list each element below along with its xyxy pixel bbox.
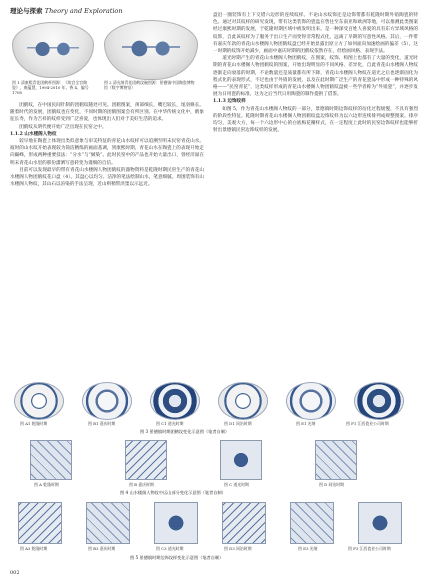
figure-1-caption: 图 1 清康熙青花团鹤杯图源：《故宫全宫陶瓷》，康蕴慧，1994-2010 年，香 4，编号 1708 [12,80,89,96]
fig3-dish-e1 [286,382,336,420]
right-column-text [213,12,418,134]
fig4-image-c [220,440,262,480]
fig4-caption-d: 图 D 同治时期 [319,482,345,487]
fig5-caption-e3: 图 E3 光绪 [298,546,318,551]
left-paragraph-3: 较早地在陶瓷上体现出类似意象与审美特征的青花山水纹样可以追溯至明末民窑青花山水。彼时的山水纹开始表现较为简洁精练的画面基调，到康熙时期，青花山水在陶瓷上的表现开始走向巅峰，形成两种重要技法：“分水”与“皴染”。此时民窑中的产品也开始大量出口，曾经洋溢在明末青花山水里的那份潇洒写意转变为谨细的自信。 [10,139,204,166]
fig3-caption-a1: 图 A1 乾隆时期 [20,421,48,426]
fig3-dish-c1 [150,382,200,420]
fig5-image-b3 [86,502,130,544]
fig5-caption-b3: 图 B3 嘉庆时期 [88,546,116,551]
fig3-dish-f1 [354,382,404,420]
fig4-caption-c: 图 C 道光时期 [224,482,249,487]
fig4-title: 图 4 山水楼阁人物纹中远山部分变化示意图（笔者自制） [120,490,226,495]
fig5-image-c3 [154,502,198,544]
fig5-image-e3 [290,502,334,544]
right-paragraph-2: 道光时期产生的青花山水楼阁人物团鹤纹，在图案、纹饰、构图上也都有了大量的变化，道光时期的青花山水楼阁人物团鹤纹的图案，开始出现明显的不同风格、差异化，自此青花山水楼阁人物纹逐渐走向衰落的时期，不论数量还是质量都有所下降，青花山水楼阁人物纹在道光之后也逐渐固化为程式化的表现形式，不过也由于外销的发展，以及在此时期广泛生产的青花瓷品中形成一种特殊的风格——“民窑青花”，这类纹样形成的青花山水楼阁人物团鹤纹盘被一些学者称为“外销瓷”，并逐步发展为日用瓷的标准，这为之后当代日用陶瓷的制作提供了借鉴。 [213,56,418,98]
section-heading-1-1-2: 1.1.2 山水楼阁人物纹 [10,131,57,137]
fig3-dish-d1 [218,382,268,420]
page-number: 002 [10,570,20,576]
figure-2-bowl [104,20,198,80]
fig5-image-d3 [222,502,266,544]
fig3-caption-d1: 图 D1 同治时期 [224,421,252,426]
fig4-caption-a: 图 A 乾隆时期 [34,482,59,487]
running-header [10,6,123,15]
left-paragraph-2: 团鹤纹从明代便开始广泛出现在民窑之中。 [19,124,107,130]
fig3-dish-a1 [14,382,64,420]
fig5-caption-a3: 图 A3 乾隆时期 [20,546,48,551]
fig4-image-a [30,440,72,480]
fig3-caption-c1: 图 C1 道光时期 [156,421,184,426]
fig4-caption-b: 图 B 嘉庆时期 [129,482,154,487]
fig3-caption-b1: 图 B1 嘉庆时期 [88,421,116,426]
figure-2-caption: 图 2 清光绪青花团鹤纹碗图源：景德镇中国陶瓷博物馆（数字博物馆） [104,80,195,91]
fig3-caption-f1: 图 F1 江西瓷业公司时期 [346,421,389,426]
fig5-image-a3 [18,502,62,544]
right-paragraph-3: 如图 5，作为青花山水楼阁人物纹的一部分，景德镇时期边饰纹样的衍化过程缓慢，不具有强烈的阶段性特征。乾隆时期青花山水楼阁人物团鹤纹盘边饰纹样为以六边形连续排列成规整图案。排序均匀，美观大方，每一个六边形中心的白底梅花瓣样式，在一定程度上此时的民窑边饰纹样也能够折射出景德镇民窑边饰纹样的发展。 [213,106,418,134]
left-column-text [10,102,204,188]
figure-1-bowl [12,22,94,78]
left-paragraph-1: 团鹤纹，在中国民间针制的团鹤纹随处可见。团鹤图案，颈部细长，嘴巴较长，尾羽修长。随着时代的发展，团鹤纹也在变化，不同时期的团鹤图案会有所区别。在中华传统文化中，鹤象征长寿，作为吉祥的纹样受到广泛喜爱，也体现出人们对于美好生活的追求。 [10,103,204,123]
fig5-caption-c3: 图 C3 道光时期 [156,546,184,551]
header-zh: 理论与探索 [10,7,43,15]
right-paragraph-1: 盘沿一圈装饰有上下交错六边形的连续纹样。不论山水纹饰还是边饰带都有乾隆时期外销陶瓷的特色。通过对其纹样的研究发现，带有这类装饰的瓷盘在售往至东南亚和欧洲等地，可以推测此类图案经过康熙时期的发展，于乾隆时期区域中被发明出来。是一种深受百姓人喜爱的具有东方异域风格的纹饰，自此该纹样为了服务于出口生产而变得非常程式化，远离了早期的写意性风格。其后，一件带有嘉庆年款的青花山水楼阁人物团鹤纹盘已经开始显露出原立方了如何面向加速绘画的偏差（5）。这一时期的纹饰开始减少，画面中嘉庆时期的团鹤纹依然存在，但绘画风格、表现手法。 [213,13,418,55]
fig5-caption-f3: 图 F3 江西瓷业公司时期 [348,546,391,551]
fig5-title: 图 5 景德镇时期边饰纹样变化示意图（笔者自制） [130,555,224,560]
fig3-caption-e1: 图 E1 光绪 [296,421,316,426]
fig5-caption-d3: 图 D3 同治时期 [224,546,252,551]
left-paragraph-4: 目前可以发现最早的带有青花山水楼阁人物团鹤纹的器物资料是乾隆时期民窑生产的青花山水楼阁人物团鹤纹花口盘（4）。其盘心以均匀、洁净的笔法绘制山水，笔意细腻。周围装饰有山水楼阁人物纹，其山石以渲染的手法呈现，近山则稍带淡墨以示远近。 [10,167,204,188]
header-en: Theory and Exploration [44,7,123,15]
fig4-image-d [315,440,357,480]
section-heading-1-1-3: 1.1.3 边饰纹样 [213,99,246,105]
fig5-image-f3 [358,502,402,544]
fig3-dish-b1 [82,382,132,420]
fig3-title: 图 3 景德镇时期团鹤纹变化示意图（笔者自制） [140,429,230,434]
fig4-image-b [125,440,167,480]
